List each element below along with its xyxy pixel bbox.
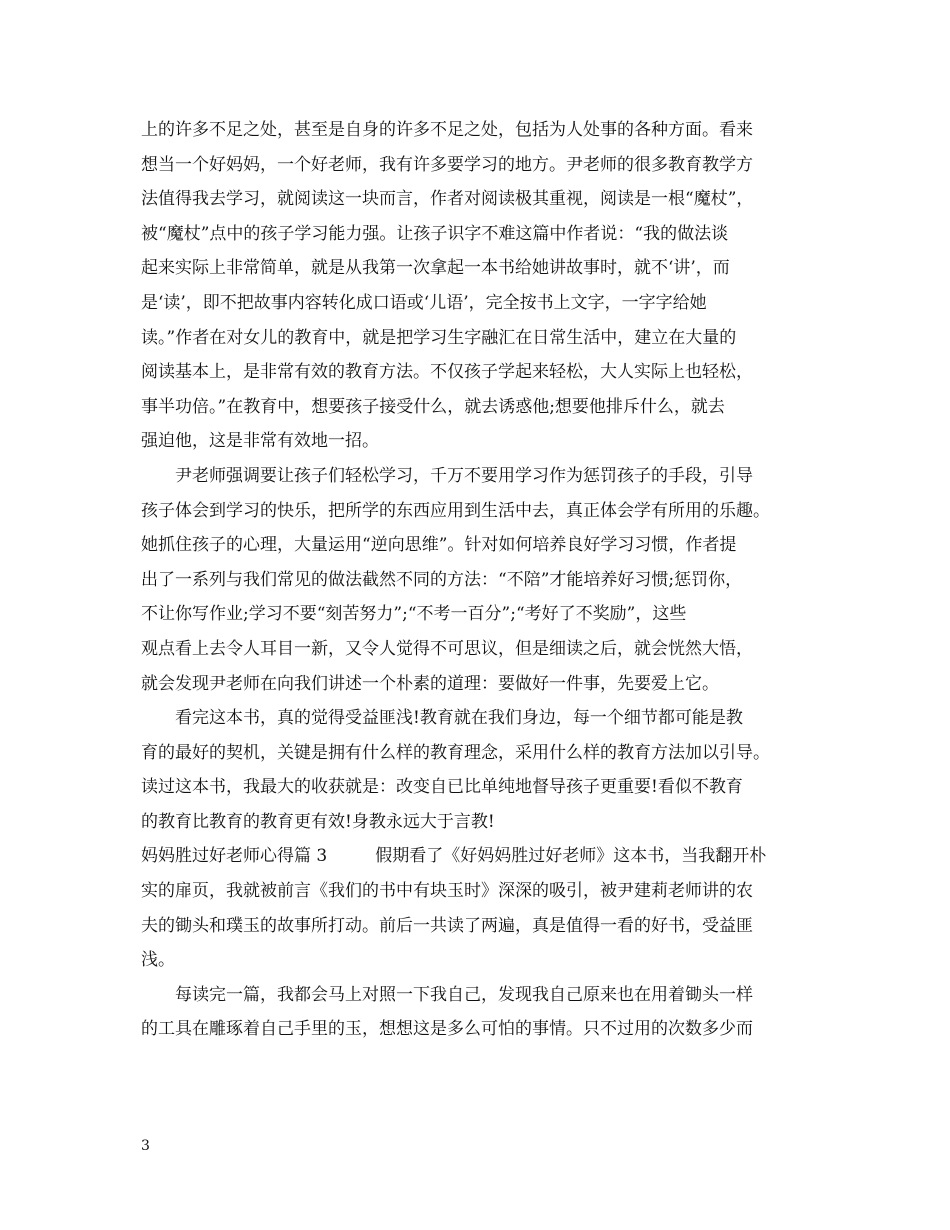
text-line: 的工具在雕琢着自己手里的玉，想想这是多么可怕的事情。只不过用的次数多少而 [141, 1019, 753, 1040]
text-line: 不让你写作业;学习不要“刻苦努力”;“不考一百分”;“考好了不奖励”，这些 [141, 604, 687, 625]
section-heading: 妈妈胜过好老师心得篇 3 [141, 846, 328, 867]
text-line: 浅。 [141, 950, 175, 971]
text-line: 是‘读’，即不把故事内容转化成口语或‘儿语’，完全按书上文字，一字字给她 [141, 292, 707, 313]
paragraph-start-line: 每读完一篇，我都会马上对照一下我自己，发现我自己原来也在用着锄头一样 [175, 984, 753, 1005]
text-line: 被“魔杖”点中的孩子学习能力强。让孩子识字不难这篇中作者说：“我的做法谈 [141, 223, 729, 244]
text-line: 的教育比教育的教育更有效!身教永远大于言教! [141, 811, 495, 832]
text-line: 想当一个好妈妈，一个好老师，我有许多要学习的地方。尹老师的很多教育教学方 [141, 154, 753, 175]
text-line: 实的扉页，我就被前言《我们的书中有块玉时》深深的吸引，被尹建莉老师讲的农 [141, 881, 753, 902]
text-line: 上的许多不足之处，甚至是自身的许多不足之处，包括为人处事的各种方面。看来 [141, 120, 753, 140]
text-line: 观点看上去令人耳目一新，又令人觉得不可思议，但是细读之后，就会恍然大悟， [141, 638, 753, 659]
section-first-line: 假期看了《好妈妈胜过好老师》这本书，当我翻开朴 [375, 846, 767, 867]
text-line: 育的最好的契机，关键是拥有什么样的教育理念，采用什么样的教育方法加以引导。 [141, 742, 770, 763]
text-line: 法值得我去学习，就阅读这一块而言，作者对阅读极其重视，阅读是一根“魔杖”， [141, 189, 754, 210]
text-line: 事半功倍。”在教育中，想要孩子接受什么，就去诱惑他;想要他排斥什么，就去 [141, 396, 725, 417]
text-line: 她抓住孩子的心理，大量运用“逆向思维”。针对如何培养良好学习习惯，作者提 [141, 535, 737, 556]
page-number: 3 [141, 1138, 150, 1154]
text-line: 就会发现尹老师在向我们讲述一个朴素的道理：要做好一件事，先要爱上它。 [141, 673, 719, 694]
text-line: 读过这本书，我最大的收获就是：改变自已比单纯地督导孩子更重要!看似不教育 [141, 777, 743, 798]
text-line: 出了一系列与我们常见的做法截然不同的方法：“不陪”才能培养好习惯;惩罚你， [141, 569, 743, 590]
section-heading-line [141, 839, 809, 874]
document-body [141, 113, 809, 1047]
text-line: 强迫他，这是非常有效地一招。 [141, 431, 379, 452]
text-line: 读。”作者在对女儿的教育中，就是把学习生字融汇在日常生活中，建立在大量的 [141, 327, 737, 348]
paragraph-start-line: 看完这本书，真的觉得受益匪浅!教育就在我们身边，每一个细节都可能是教 [175, 708, 743, 729]
paragraph-start-line: 尹老师强调要让孩子们轻松学习，千万不要用学习作为惩罚孩子的手段，引导 [175, 465, 753, 486]
text-line: 夫的锄头和璞玉的故事所打动。前后一共读了两遍，真是值得一看的好书，受益匪 [141, 915, 753, 936]
text-line: 阅读基本上，是非常有效的教育方法。不仅孩子学起来轻松，大人实际上也轻松， [141, 362, 753, 383]
text-line: 起来实际上非常简单，就是从我第一次拿起一本书给她讲故事时，就不‘讲’，而 [141, 258, 730, 279]
text-line: 孩子体会到学习的快乐，把所学的东西应用到生活中去，真正体会学有所用的乐趣。 [141, 500, 770, 521]
